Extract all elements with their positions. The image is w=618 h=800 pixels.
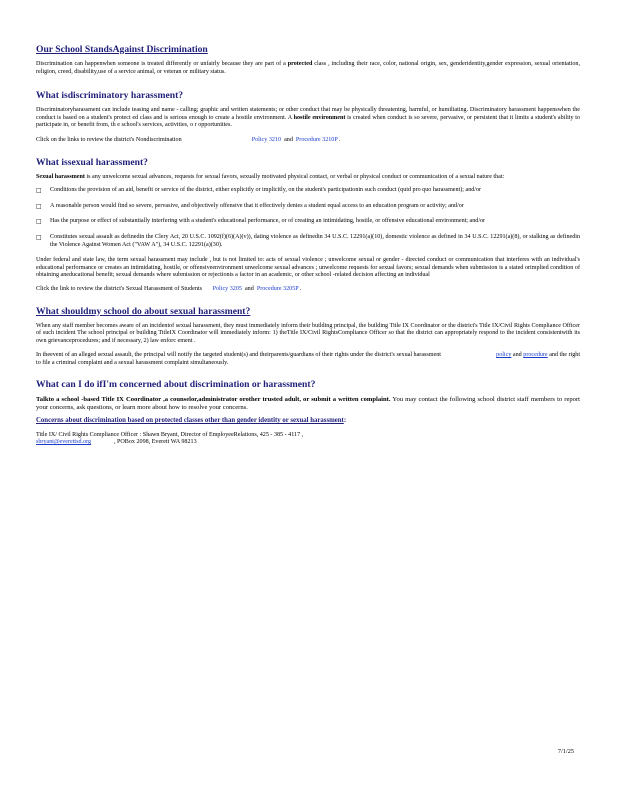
compliance-officer-address: sbryant@everettsd.org , POBox 2098, Everett WA 98213 <box>36 439 197 446</box>
heading-discriminatory-harassment: What isdiscriminatory harassment? <box>36 90 184 102</box>
heading-school-response: What shouldmy school do about sexual harassment? <box>36 305 251 317</box>
federal-state-law-paragraph: Under federal and state law, the term sexual harassment may include , but is not limited to: acts of sexual violence ; unwelcome sexual or gender - directed conduct or communication that interferes with an individual's educational performance or creates an intimidating, hostile, or offensiveenvironment unwelcome sexual advances ; unwelcome requests for sexual favors; sexual demands when submission is a stated orimplied condition of obtaining aneducational benefit; sexual demands where submission or rejectionis a factor in an academic, or other school -related decision affecting an individual <box>36 257 580 279</box>
nondiscrimination-links: Click on the links to review the district's Nondiscrimination Policy 3210 and Procedure 3210P . <box>36 136 341 143</box>
section-school-response <box>36 306 580 368</box>
sexual-harassment-procedure-link[interactable]: procedure <box>523 352 548 359</box>
officer-email-link[interactable]: sbryant@everettsd.org <box>36 439 92 446</box>
discriminatory-harassment-definition: Discriminatoryharassment can include teasing and name - calling; graphic and written statements; or other conduct that may be physically threatening, harmful, or humiliating. Discriminatory harassment happenswhen the conduct is based on a student's protect ed class and is serious enough to create a hostile environment. A hostile environment is created when conduct is so severe, pervasive, or persistent that it limits a student's ability to participate in, or benefit from, th e school's services, activities, o r opportunities. <box>36 107 581 129</box>
section-concerns <box>36 379 580 446</box>
section-discriminatory-harassment <box>36 90 580 144</box>
section-sexual-harassment <box>36 157 580 294</box>
sexual-harassment-links: Click the link to review the district's Sexual Harassment of Students Policy 3205 and Procedure 3205P . <box>36 285 302 292</box>
sexual-harassment-definition: Sexual harassment is any unwelcome sexual advances, requests for sexual favors, sexually motivated physical contact, or verbal or physical conduct or communication of a sexual nature that: <box>36 173 505 180</box>
policy-3210-link[interactable]: Policy 3210 <box>251 136 282 143</box>
procedure-3210p-link[interactable]: Procedure 3210P <box>295 136 338 143</box>
checkbox-bullet-icon: □ <box>36 218 42 226</box>
heading-our-school-stands: Our School StandsAgainst Discrimination <box>36 44 208 55</box>
heading-concerns: What can I do ifI'm concerned about discrimination or harassment? <box>36 379 316 391</box>
checkbox-bullet-icon: □ <box>36 202 42 210</box>
discrimination-definition: Discrimination can happenwhen someone is treated differently or unfairly because they are part of a protected class , including their race, color, national origin, sex, genderidentity,gender expression, sexual orientation, religion, creed, disability,use of a service animal, or veteran or military status. <box>36 61 580 75</box>
list-item: □ Conditions the provision of an aid, benefit or service of the district, either explicitly or implicitly, on the student's participationin such conduct (quid pro quo harassment); and/or <box>36 187 482 195</box>
procedure-3205p-link[interactable]: Procedure 3205P <box>256 285 299 292</box>
sexual-harassment-policy-link[interactable]: policy <box>496 352 512 359</box>
checkbox-bullet-icon: □ <box>36 187 42 195</box>
checkbox-bullet-icon: □ <box>36 233 42 241</box>
sexual-assault-paragraph: In theevent of an alleged sexual assault, the principal will notify the targeted student(s) and theirparents/guardians of their rights under the district's sexual harassment policy and procedure and the right to file a criminal complaint and a sexual harassment complaint simultaneously. <box>36 352 581 366</box>
staff-reporting-paragraph: When any staff member becomes aware of an incidentof sexual harassment, they must immediately inform their building principal, the building Title IX Coordinator or the district's Title IX/Civil Rights Compliance Officer of such incident The school principal or building TitleIX Coordinator will immediately inform: 1) theTitle IX/Civil RightsCompliance Officer so that the district can appropriately respond to the incident consistentwith its own grievanceprocedures; and if necessary, 2) law enforc ement . <box>36 322 580 344</box>
list-item: □ Constitutes sexual assault as definedin the Clery Act, 20 U.S.C. 1092(f)(6)(A)(v)), dating violence as definedin 34 U.S.C. 12291(a)(10), domestic violence as defined in 34 U.S.C. 12291(a)(8), or stalking as definedin the Violence Against Women Act ("VAW A"), 34 U.S.C. 12291(a)(30). <box>36 233 580 248</box>
concerns-subheading: Concerns about discrimination based on protected classes other than gender identity or sexual harassment: <box>36 417 347 425</box>
section-discrimination <box>36 44 580 76</box>
document-page <box>36 44 580 447</box>
footer-date: 7/1/25 <box>557 748 574 755</box>
list-item: □ A reasonable person would find so severe, pervasive, and objectively offensive that it effectively denies a student equal access to an education program or activity; and/or <box>36 202 464 210</box>
talk-to-paragraph: Talkto a school -based Title IX Coordinator ,a counselor,administrator orother trusted adult, or submit a written complaint. You may contact the following school district staff members to report your concerns, ask questions, or learn more about how to resolve your concerns. <box>36 396 581 412</box>
list-item: □ Has the purpose or effect of substantially interfering with a student's educational performance, or of creating an intimidating, hostile, or offensive educational environment; and/or <box>36 218 486 226</box>
sexual-harassment-criteria-list <box>36 187 580 249</box>
compliance-officer-contact: Title IX/ Civil Rights Compliance Officer : Shawn Bryant, Director of EmployeeRelations, 425 - 385 - 4117 , <box>36 431 304 438</box>
policy-3205-link[interactable]: Policy 3205 <box>212 285 242 292</box>
heading-sexual-harassment: What issexual harassment? <box>36 156 148 168</box>
